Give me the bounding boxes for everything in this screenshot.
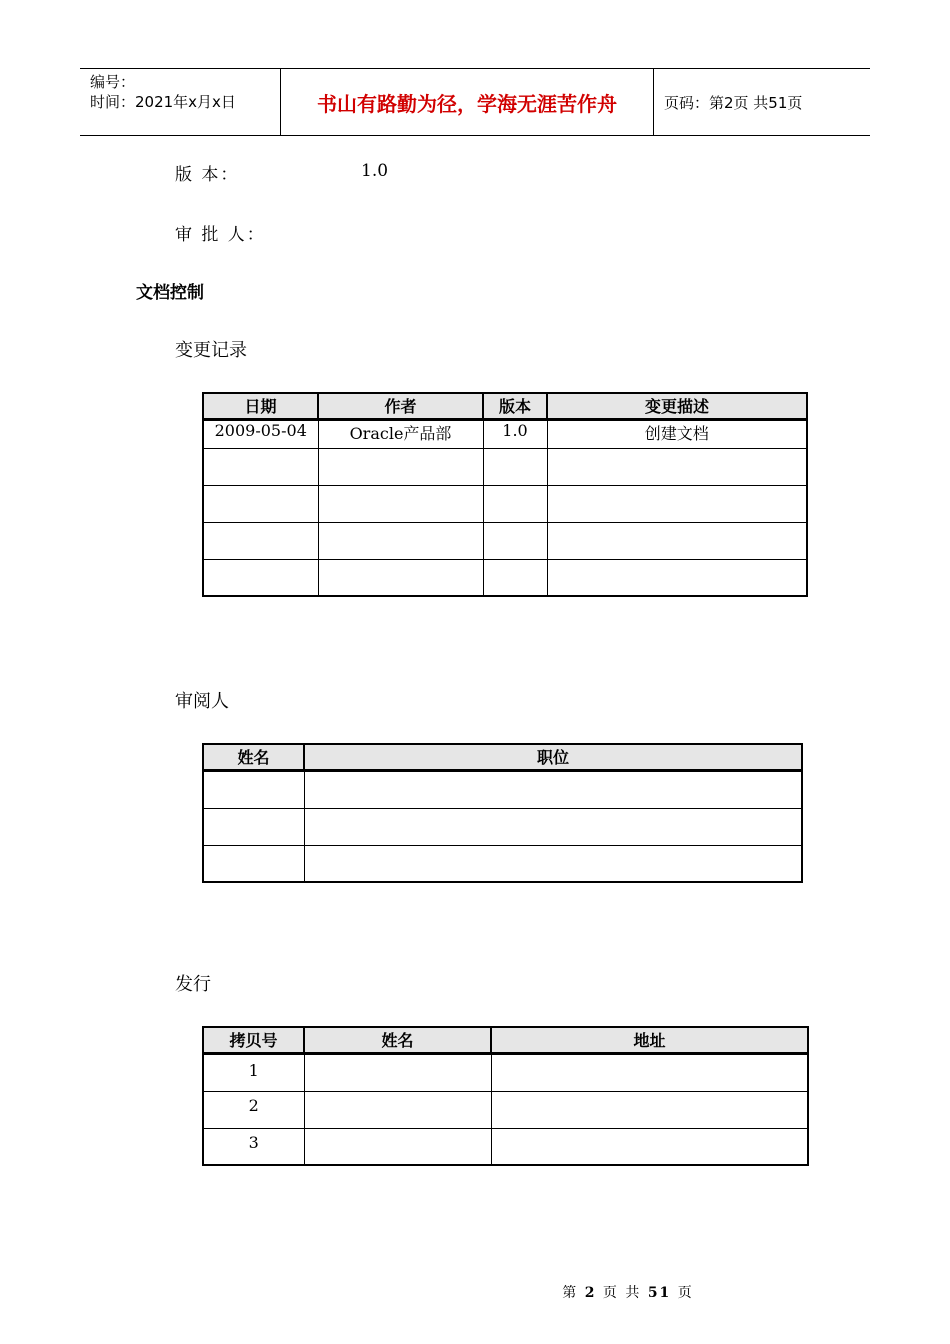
table-row: [203, 419, 807, 448]
table-cell: [547, 559, 807, 596]
header-motto: 书山有路勤为径，学海无涯苦作舟: [281, 69, 654, 135]
header-page-label: 页码：第2页 共51页: [664, 93, 803, 112]
table-cell: 1: [203, 1053, 304, 1091]
table-header-row: [203, 744, 802, 770]
table-cell: [304, 808, 802, 845]
change-log-title: 变更记录: [175, 340, 247, 361]
footer-total-pages: 51: [647, 1285, 672, 1301]
table-row: [203, 448, 807, 485]
header-time-label: 时间：2021年x月x日: [90, 93, 236, 111]
table-cell: 创建文档: [547, 419, 807, 448]
table-cell: [304, 770, 802, 808]
column-header: 拷贝号: [203, 1027, 304, 1053]
column-header: 变更描述: [547, 393, 807, 419]
table-cell: [203, 522, 318, 559]
table-cell: [483, 485, 547, 522]
table-row: [203, 845, 802, 882]
table-cell: [203, 559, 318, 596]
table-row: [203, 485, 807, 522]
column-header: 日期: [203, 393, 318, 419]
table-cell: [304, 1128, 491, 1165]
table-cell: [203, 808, 304, 845]
header-number-label: 编号：: [90, 73, 136, 91]
table-cell: [318, 485, 483, 522]
distribution-title: 发行: [175, 974, 211, 995]
table-header-row: [203, 1027, 808, 1053]
column-header: 地址: [491, 1027, 808, 1053]
table-cell: [547, 522, 807, 559]
table-cell: 1.0: [483, 419, 547, 448]
table-cell: 3: [203, 1128, 304, 1165]
doc-control-title: 文档控制: [136, 283, 204, 303]
table-cell: [304, 1053, 491, 1091]
table-cell: Oracle产品部: [318, 419, 483, 448]
table-cell: [318, 522, 483, 559]
column-header: 姓名: [304, 1027, 491, 1053]
table-cell: [491, 1128, 808, 1165]
table-cell: 2009-05-04: [203, 419, 318, 448]
table-cell: [483, 448, 547, 485]
table-cell: [547, 485, 807, 522]
table-cell: [203, 448, 318, 485]
column-header: 姓名: [203, 744, 304, 770]
table-cell: [203, 845, 304, 882]
table-cell: [491, 1053, 808, 1091]
column-header: 作者: [318, 393, 483, 419]
table-row: [203, 1128, 808, 1165]
table-cell: [304, 845, 802, 882]
footer-middle: 页 共: [602, 1285, 642, 1301]
version-value: 1.0: [361, 161, 389, 181]
table-cell: [483, 522, 547, 559]
table-header-row: [203, 393, 807, 419]
distribution-table: [202, 1026, 809, 1166]
table-cell: [203, 485, 318, 522]
table-cell: [318, 448, 483, 485]
table-row: [203, 808, 802, 845]
table-cell: [483, 559, 547, 596]
footer-prefix: 第: [562, 1285, 579, 1301]
table-cell: [304, 1091, 491, 1128]
table-cell: [203, 770, 304, 808]
table-row: [203, 559, 807, 596]
approver-label: 审 批 人：: [175, 225, 266, 245]
column-header: 版本: [483, 393, 547, 419]
column-header: 职位: [304, 744, 802, 770]
page-footer: [0, 1282, 950, 1302]
version-label: 版 本：: [175, 165, 240, 185]
footer-suffix: 页: [677, 1285, 694, 1301]
page-header: [80, 68, 870, 136]
reviewers-title: 审阅人: [175, 691, 229, 712]
footer-page-number: 2: [584, 1285, 597, 1301]
table-row: [203, 1091, 808, 1128]
table-cell: [491, 1091, 808, 1128]
reviewers-table: [202, 743, 803, 883]
table-cell: [547, 448, 807, 485]
header-meta: [80, 69, 281, 135]
table-row: [203, 770, 802, 808]
change-log-table: [202, 392, 808, 597]
table-cell: 2: [203, 1091, 304, 1128]
table-row: [203, 1053, 808, 1091]
table-row: [203, 522, 807, 559]
table-cell: [318, 559, 483, 596]
